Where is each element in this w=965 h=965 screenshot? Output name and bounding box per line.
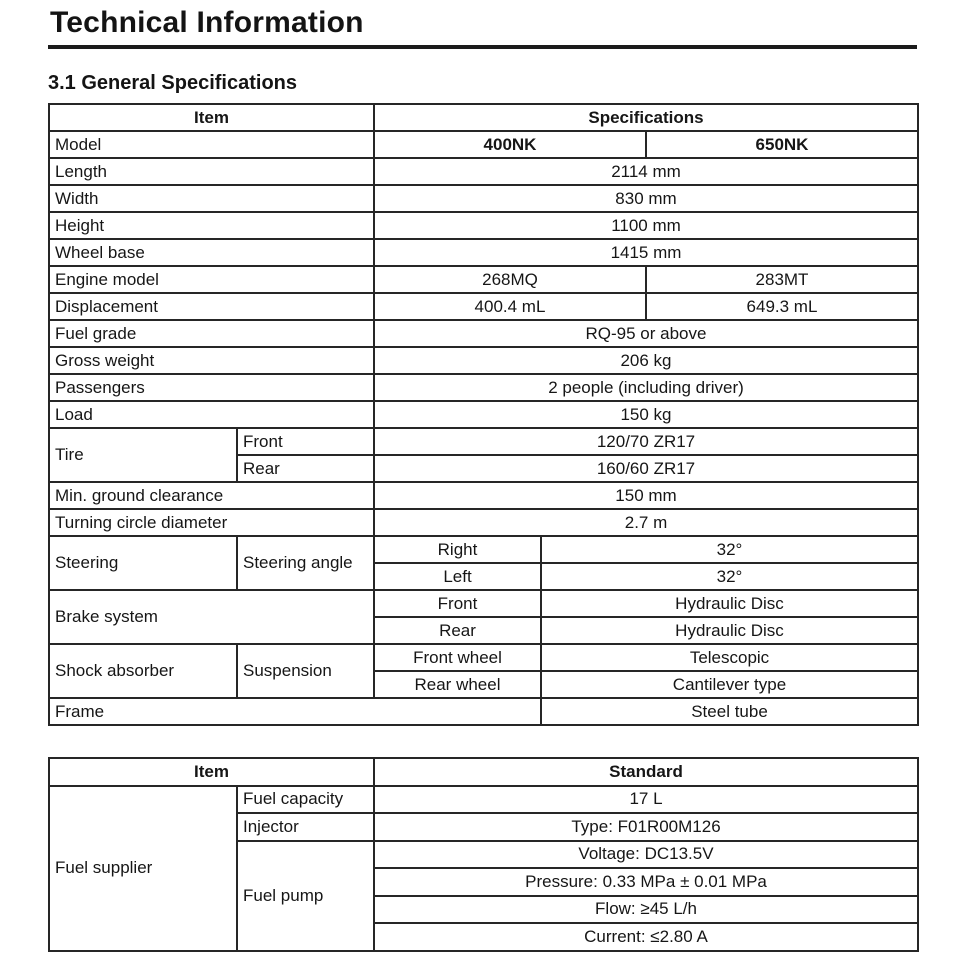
table-row-gross-weight (49, 347, 918, 374)
value-cell: 1415 mm (374, 239, 918, 266)
value-cell: 2.7 m (374, 509, 918, 536)
value-cell: 830 mm (374, 185, 918, 212)
value-cell: Cantilever type (541, 671, 918, 698)
value-cell: 400.4 mL (374, 293, 646, 320)
cell-sublabel-fuel-pump: Fuel pump (237, 841, 374, 951)
cell-label-tire: Tire (49, 428, 237, 482)
value-cell: 2114 mm (374, 158, 918, 185)
fuel-supplier-table (48, 757, 919, 952)
cell-label-fuel-grade: Fuel grade (49, 320, 374, 347)
cell-sublabel-front: Front (374, 590, 541, 617)
table-row-model (49, 131, 918, 158)
general-spec-table (48, 103, 919, 726)
value-cell: 283MT (646, 266, 918, 293)
cell-sublabel-rear-wheel: Rear wheel (374, 671, 541, 698)
cell-sublabel-steering-angle: Steering angle (237, 536, 374, 590)
cell-label-passengers: Passengers (49, 374, 374, 401)
cell-label-wheel-base: Wheel base (49, 239, 374, 266)
table-row-length (49, 158, 918, 185)
table-row-fuel-capacity (49, 786, 918, 814)
cell-label-model: Model (49, 131, 374, 158)
cell-label-gross-weight: Gross weight (49, 347, 374, 374)
value-cell: 150 mm (374, 482, 918, 509)
value-cell: Type: F01R00M126 (374, 813, 918, 841)
value-cell: 32° (541, 563, 918, 590)
value-cell: 649.3 mL (646, 293, 918, 320)
table-row-tire-front (49, 428, 918, 455)
header-cell-item: Item (49, 104, 374, 131)
table-row-brake-front (49, 590, 918, 617)
table-row-load (49, 401, 918, 428)
table-row-min-ground-clearance (49, 482, 918, 509)
section-heading: 3.1 General Specifications (48, 72, 297, 94)
value-cell: 2 people (including driver) (374, 374, 918, 401)
value-cell: Voltage: DC13.5V (374, 841, 918, 869)
table-row-width (49, 185, 918, 212)
value-cell: 17 L (374, 786, 918, 814)
cell-label-width: Width (49, 185, 374, 212)
value-cell: 160/60 ZR17 (374, 455, 918, 482)
cell-sublabel-fuel-capacity: Fuel capacity (237, 786, 374, 814)
cell-label-shock-absorber: Shock absorber (49, 644, 237, 698)
value-cell: Flow: ≥45 L/h (374, 896, 918, 924)
table-header-row (49, 104, 918, 131)
table-row-passengers (49, 374, 918, 401)
value-cell: Telescopic (541, 644, 918, 671)
cell-label-turning-circle: Turning circle diameter (49, 509, 374, 536)
cell-label-steering: Steering (49, 536, 237, 590)
cell-sublabel-injector: Injector (237, 813, 374, 841)
table-row-frame (49, 698, 918, 725)
value-cell: Hydraulic Disc (541, 617, 918, 644)
cell-sublabel-front-wheel: Front wheel (374, 644, 541, 671)
value-cell: Steel tube (541, 698, 918, 725)
table-header-row (49, 758, 918, 786)
cell-sublabel-right: Right (374, 536, 541, 563)
cell-sublabel-front: Front (237, 428, 374, 455)
cell-value-model-400nk: 400NK (374, 131, 646, 158)
table-row-engine-model (49, 266, 918, 293)
cell-value-model-650nk: 650NK (646, 131, 918, 158)
header-cell-standard: Standard (374, 758, 918, 786)
table-row-turning-circle (49, 509, 918, 536)
cell-label-length: Length (49, 158, 374, 185)
value-cell: Current: ≤2.80 A (374, 923, 918, 951)
table-row-displacement (49, 293, 918, 320)
cell-label-frame: Frame (49, 698, 541, 725)
cell-sublabel-left: Left (374, 563, 541, 590)
cell-label-fuel-supplier: Fuel supplier (49, 786, 237, 951)
value-cell: 1100 mm (374, 212, 918, 239)
table-row-shock-front (49, 644, 918, 671)
value-cell: Pressure: 0.33 MPa ± 0.01 MPa (374, 868, 918, 896)
page-title: Technical Information (48, 6, 917, 49)
value-cell: 268MQ (374, 266, 646, 293)
cell-label-load: Load (49, 401, 374, 428)
cell-label-height: Height (49, 212, 374, 239)
cell-sublabel-suspension: Suspension (237, 644, 374, 698)
table-row-fuel-grade (49, 320, 918, 347)
value-cell: Hydraulic Disc (541, 590, 918, 617)
cell-sublabel-rear: Rear (374, 617, 541, 644)
value-cell: 120/70 ZR17 (374, 428, 918, 455)
value-cell: RQ-95 or above (374, 320, 918, 347)
value-cell: 32° (541, 536, 918, 563)
table-row-wheel-base (49, 239, 918, 266)
cell-sublabel-rear: Rear (237, 455, 374, 482)
cell-label-engine-model: Engine model (49, 266, 374, 293)
table-row-steering-right (49, 536, 918, 563)
cell-label-displacement: Displacement (49, 293, 374, 320)
header-cell-specifications: Specifications (374, 104, 918, 131)
value-cell: 206 kg (374, 347, 918, 374)
cell-label-brake-system: Brake system (49, 590, 374, 644)
value-cell: 150 kg (374, 401, 918, 428)
header-cell-item: Item (49, 758, 374, 786)
cell-label-min-ground-clearance: Min. ground clearance (49, 482, 374, 509)
table-row-height (49, 212, 918, 239)
